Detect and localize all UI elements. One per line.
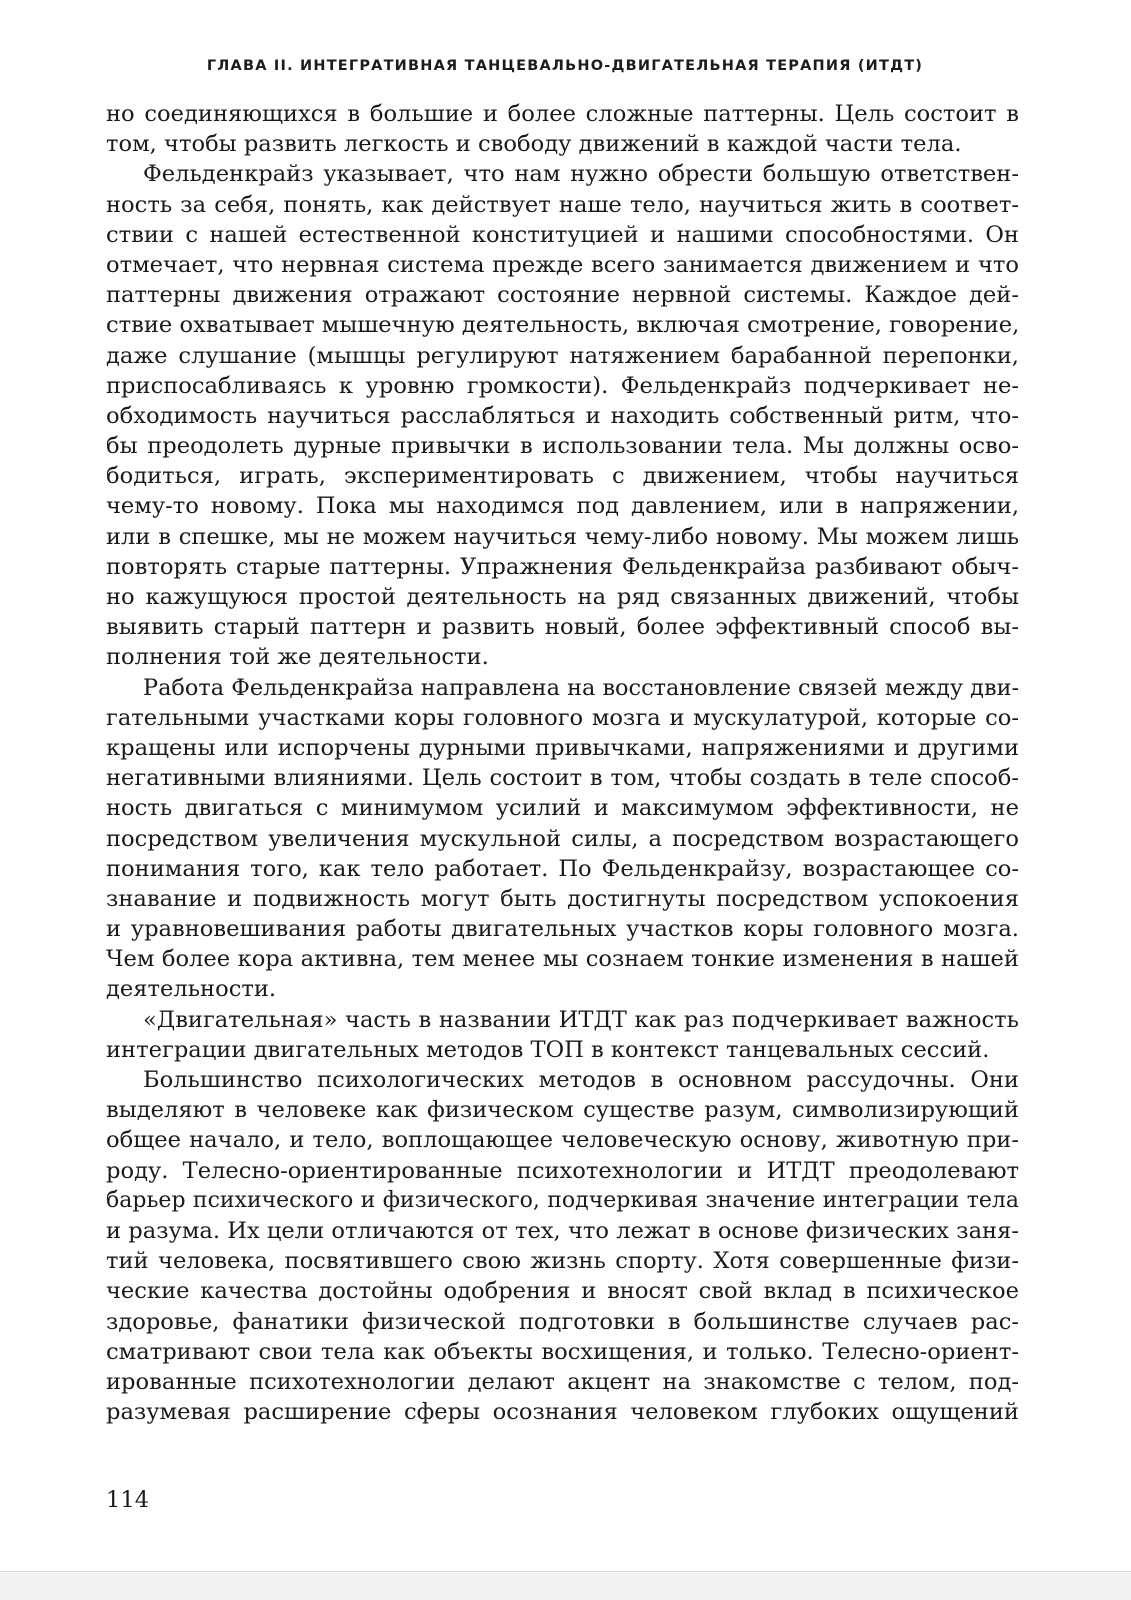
text-line: знавание и подвижность могут быть достигнуты посредством успокоения — [106, 885, 1019, 912]
text-line: и разума. Их цели отличаются от тех, что лежат в основе физических заня- — [106, 1217, 1019, 1244]
text-line: деятельности. — [106, 976, 277, 1003]
text-line: ческие качества достойны одобрения и вносят свой вклад в психическое — [106, 1278, 1019, 1305]
text-line: полнения той же деятельности. — [106, 644, 489, 671]
text-line: ствие охватывает мышечную деятельность, включая смотрение, говорение, — [106, 312, 1020, 339]
page-bottom-edge — [0, 1571, 1131, 1600]
text-line: гательными участками коры головного мозга и мускулатурой, которые со- — [106, 704, 1019, 731]
text-line: или в спешке, мы не можем научиться чему-либо новому. Мы можем лишь — [106, 523, 1019, 550]
text-line: ность за себя, понять, как действует наше тело, научиться жить в соответ- — [106, 191, 1019, 218]
text-line: бодиться, играть, экспериментировать с движением, чтобы научиться — [106, 463, 1019, 490]
text-line: чему-то новому. Пока мы находимся под давлением, или в напряжении, — [106, 493, 1019, 520]
text-line: общее начало, и тело, воплощающее человеческую основу, животную при- — [106, 1127, 1019, 1154]
text-line: но кажущуюся простой деятельность на ряд связанных движений, чтобы — [106, 584, 1019, 610]
text-line: выделяют в человеке как физическом существе разум, символизирующий — [106, 1097, 1019, 1124]
text-line: кращены или испорчены дурными привычками, напряжениями и другими — [106, 734, 1019, 761]
paragraph — [106, 1005, 1019, 1065]
text-line: барьер психического и физического, подчеркивая значение интеграции тела — [106, 1187, 1019, 1213]
text-line: разумевая расширение сферы осознания человеком глубоких ощущений — [106, 1399, 1019, 1426]
text-line: роду. Телесно-ориентированные психотехнологии и ИТДТ преодолевают — [106, 1157, 1019, 1184]
text-line: Большинство психологических методов в основном рассудочны. Они — [143, 1067, 1019, 1093]
text-line: и уравновешивания работы двигательных участков коры головного мозга. — [106, 916, 1019, 943]
text-line: здоровье, фанатики физической подготовки в большинстве случаев рас- — [106, 1308, 1019, 1335]
text-line: «Двигательная» часть в названии ИТДТ как раз подчеркивает важность — [143, 1006, 1019, 1033]
text-line: Работа Фельденкрайза направлена на восстановление связей между дви- — [143, 674, 1020, 701]
text-line: сматривают свои тела как объекты восхищения, и только. Телесно-ориент- — [106, 1338, 1019, 1365]
text-line: ствии с нашей естественной конституцией и нашими способностями. Он — [106, 221, 1019, 248]
text-line: посредством увеличения мускульной силы, а посредством возрастающего — [106, 825, 1019, 852]
running-header: ГЛАВА II. ИНТЕГРАТИВНАЯ ТАНЦЕВАЛЬНО-ДВИГАТЕЛЬНАЯ ТЕРАПИЯ (ИТДТ) — [206, 58, 924, 74]
text-line: обходимость научиться расслабляться и находить собственный ритм, что- — [106, 402, 1019, 429]
text-line: бы преодолеть дурные привычки в использовании тела. Мы должны осво- — [106, 433, 1019, 460]
paragraph — [106, 159, 1019, 672]
text-line: Чем более кора активна, тем менее мы сознаем тонкие изменения в нашей — [106, 946, 1019, 973]
text-line: отмечает, что нервная система прежде всего занимается движением и что — [106, 251, 1019, 278]
text-line: Фельденкрайз указывает, что нам нужно обрести большую ответствен- — [143, 161, 1019, 188]
text-line: приспосабливаясь к уровню громкости). Фельденкрайз подчеркивает не- — [106, 372, 1019, 399]
text-line: тий человека, посвятившего свою жизнь спорту. Хотя совершенные физи- — [106, 1248, 1019, 1275]
text-line: интеграции двигательных методов ТОП в контекст танцевальных сессий. — [106, 1036, 990, 1063]
paragraph — [106, 673, 1019, 1005]
text-line: повторять старые паттерны. Упражнения Фельденкрайза разбивают обыч- — [106, 553, 1019, 580]
text-line: ированные психотехнологии делают акцент на знакомстве с телом, под- — [106, 1368, 1019, 1395]
body-text — [106, 99, 1019, 1427]
text-line: понимания того, как тело работает. По Фельденкрайзу, возрастающее со- — [106, 855, 1019, 882]
text-line: том, чтобы развить легкость и свободу движений в каждой части тела. — [106, 131, 962, 158]
text-line: ность двигаться с минимумом усилий и максимумом эффективности, не — [106, 795, 1019, 822]
text-line: выявить старый паттерн и развить новый, более эффективный способ вы- — [106, 614, 1019, 641]
text-line: негативными влияниями. Цель состоит в том, чтобы создать в теле способ- — [106, 765, 1019, 792]
paragraph — [106, 99, 1019, 159]
text-line: паттерны движения отражают состояние нервной системы. Каждое дей- — [106, 282, 1019, 309]
page-number: 114 — [106, 1487, 150, 1513]
text-line: даже слушание (мышцы регулируют натяжением барабанной перепонки, — [106, 342, 1019, 369]
text-line: но соединяющихся в большие и более сложные паттерны. Цель состоит в — [106, 101, 1019, 127]
paragraph — [106, 1065, 1019, 1427]
